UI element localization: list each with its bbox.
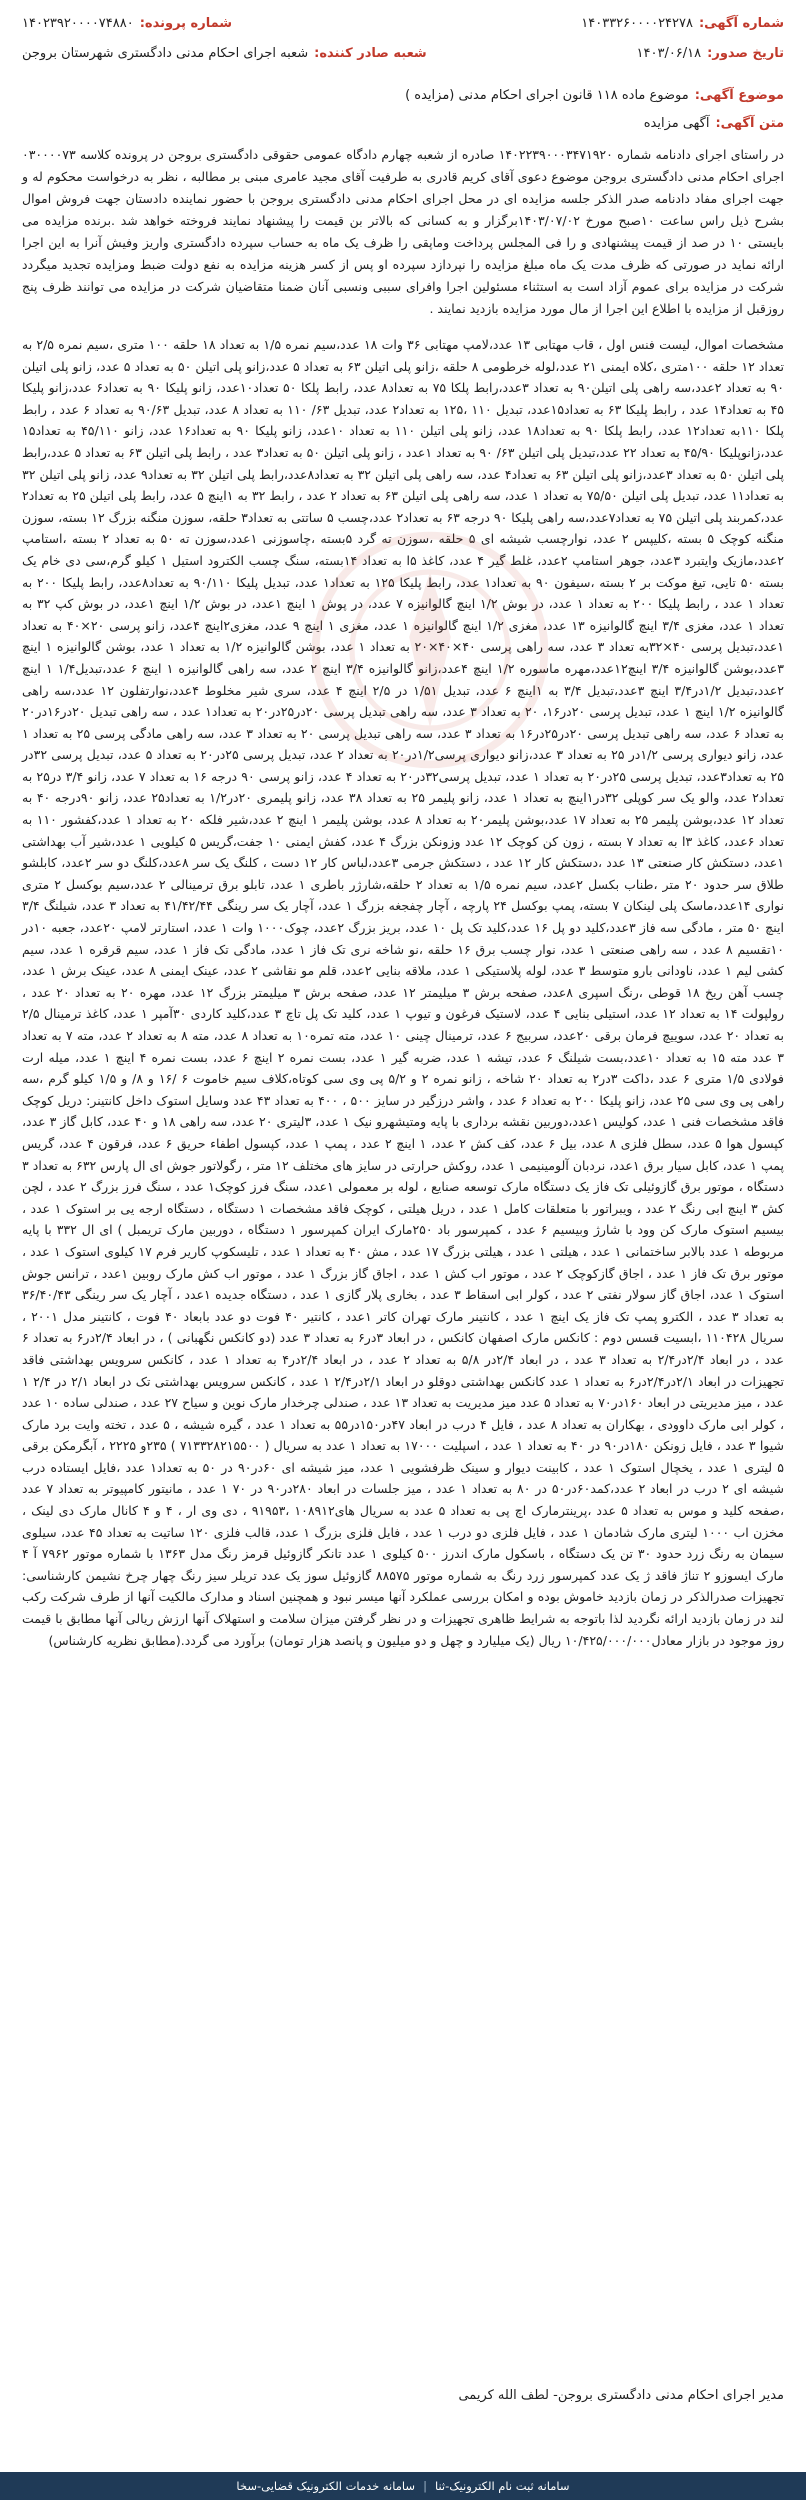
file-number-label: شماره پرونده: bbox=[139, 16, 233, 31]
ad-subject bbox=[22, 86, 784, 106]
body-title: آگهی مزایده bbox=[643, 116, 710, 131]
footer-bar bbox=[0, 2472, 806, 2500]
issuer-value: شعبه اجرای احکام مدنی دادگستری شهرستان بروجن bbox=[22, 46, 309, 61]
ad-number-value: ۱۴۰۳۳۲۶۰۰۰۰۲۴۲۷۸ bbox=[581, 16, 693, 31]
footer-link-sakha[interactable]: سامانه خدمات الکترونیک قضایی-سخا bbox=[236, 2479, 416, 2493]
issue-date bbox=[637, 44, 784, 64]
signature: مدیر اجرای احکام مدنی دادگستری بروجن- لطف الله کریمی bbox=[458, 2388, 784, 2403]
file-number-value: ۱۴۰۲۳۹۲۰۰۰۰۷۴۸۸۰ bbox=[22, 16, 134, 31]
body-paragraph-items: مشخصات اموال، لیست فنس اول ، قاب مهتابی ۱۳ عدد،لامپ مهتابی ۳۶ وات ۱۸ عدد،سیم نمره ۱/۵ به تعداد ۱۸ حلقه ۱۰۰ متری ،سیم نمره ۲/۵ به تعداد ۱۲ حلقه ۱۰۰متری ،کلاه ایمنی ۲۱ عدد،لوله خرطومی ۸ حلقه ،زانو پلی اتیلن ۶۳ به تعداد ۵ عدد،زانو پلی اتیلن ۵۰ به تعداد ۵ عدد، زانو پلی اتیلن ۹۰ به تعداد ۲عدد،سه راهی پلی اتیلن۹۰ به تعداد ۳عدد،رابط پلکا ۷۵ به تعداد۸ عدد، رابط پلکا ۵۰ تعداد۱۰عدد، زانو پلیکا ۹۰ به تعداد۶ عدد،زانو پلیکا ۴۵ به تعداد۱۴ عدد ، رابط پلیکا ۶۳ به تعداد۱۵عدد، تبدیل ۱۱۰ ،۱۲۵ به تعداد۲ عدد، تبدیل ۶۳/ ۱۱۰ به تعداد ۸ عدد، تبدیل ۹۰/۶۳ به تعداد ۶ عدد ، رابط پلکا ۱۱۰به تعداد۱۲ عدد، رابط پلکا ۹۰ به تعداد۱۸ عدد، زانو پلی اتیلن ۱۱۰ به تعداد ۱۰عدد، زانو پلیکا ۹۰ به تعداد۱۶ عدد، زانو ۴۵/۱۱۰ به تعداد۱۵ عدد،زانوپلیکا ۴۵/۹۰ به تعداد ۲۲ عدد،تبدیل پلی اتیلن ۶۳/ ۹۰ به تعداد ۱عدد ، زانو پلی اتیلن ۵۰ به تعداد۳ عدد ، رابط پلی اتیلن ۶۳ به تعداد ۵ عدد،رابط پلی اتیلن ۵۰ به تعداد ۳عدد،زانو پلی اتیلن ۶۳ به تعداد۴ عدد، سه راهی پلی اتیلن ۳۲ به تعداد۸عدد،رابط پلی اتیلن ۳۲ به تعداد۹ عدد، زانو پلی اتیلن ۳۲ به تعداد۱۱ عدد، تبدیل پلی اتیلن ۷۵/۵۰ به تعداد ۱ عدد، سه راهی پلی اتیلن ۶۳ به تعداد ۲ عدد ، رابط ۳۲ به ۱اینچ ۵ عدد، رابط پلی اتیلن ۲۵ به تعداد۲ عدد،کمربند پلی اتیلن ۷۵ به تعداد۷عدد،سه راهی پلیکا ۹۰ درجه ۶۳ به تعداد۲ عدد،چسب ۵ ساتتی به تعداد۳ حلقه، سوزن منگنه بزرگ ۱۲ بسته، سوزن منگنه کوچک ۵ بسته ،کلیپس ۲ عدد، نوارچسب شیشه ای ۵ حلقه ،سوزن ته گرد ۵بسته ،چاسوزنی ۱عدد،سوزن ته ۵۰ به تعداد ۲ بسته ،استامپ ۲عدد،مازیک وایتبرد ۳عدد، جوهر استامپ ۲عدد، غلط گیر ۴ عدد، کاغذ ۵ا به تعداد ۱۴بسته، سنگ چسب الکترود استیل ۱ کیلو گرم،سی دی خام یک بسته ۵۰ تایی، تیغ موکت بر ۲ بسته ،سیفون ۹۰ به تعداد۱ عدد، رابط پلیکا ۱۲۵ به تعداد۱ عدد، تبدیل پلیکا ۹۰/۱۱۰ به تعداد۸عدد، رابط پلیکا ۲۰۰ به تعداد ۱ عدد ، رابط پلیکا ۲۰۰ به تعداد ۱ عدد، در بوش ۱/۲ اینچ گالوانیزه ۷ عدد، در پوش ۱ اینچ ۱عدد، در بوش ۱/۲ اینچ ۱عدد، در بوش کپ ۳۲ به تعداد ۱ عدد، مغزی ۳/۴ اینچ گالوانیزه ۱۳ عدد، مغزی ۱/۲ اینچ گالوانیزه ۱ عدد، مغزی ۱ اینچ ۹ عدد، مغزی۲اینچ ۴عدد، زانو پرسی ۲۰×۴۰ به تعداد ۱عدد،تبدیل پرسی ۴۰×۳۲به تعداد ۳ عدد، سه راهی پرسی ۴۰×۴۰×۲۰ به تعداد ۱ عدد، بوشن گالوانیزه ۱/۲ به تعداد ۱ عدد، بوشن گالوانیزه ۱ اینچ ۳عدد،بوشن گالوانیزه ۳/۴ اینچ۱۲عدد،مهره ماسوره ۱/۲ اینچ ۴عدد،زانو گالوانیزه ۳/۴ اینچ ۲ عدد، سه راهی گالوانیزه ۱ اینچ ۶ عدد،تبدیل۱/۴ ۱ اینچ ۲عدد،تبدیل ۱/۲در۳/۴ اینچ ۳عدد،تبدیل ۳/۴ به ۱اینچ ۶ عدد، تبدیل ۱/۵۱ در ۲/۵ اینچ ۴ عدد، سری شیر مخلوط ۴عدد،نوارتفلون ۱۲ عدد،سه راهی گالوانیزه ۱/۲ اینچ ۱ عدد، تبدیل پرسی ۲۰در۱۶، ۲۰ به تعداد ۳ عدد، سه راهی تبدیل پرسی ۲۰در۲۵در۲۰ به تعداد۱ عدد ، سه راهی تبدیل ۲۰در۱۶در۲۰ به تعداد ۶ عدد، سه راهی تبدیل پرسی ۲۰در۲۵در۱۶ به تعداد ۳ عدد، سه راهی تبدیل پرسی ۲۰ به تعداد ۳ عدد، سه راهی مادگی پرسی ۲۵ به تعداد ۱ عدد، زانو دیواری پرسی ۱/۲در ۲۵ به تعداد ۳ عدد،زانو دیواری پرسی۱/۲در۲۰ به تعداد ۲ عدد، تبدیل پرسی ۲۵در۲۰ به تعداد ۵ عدد، تبدیل پرسی ۳۲در ۲۵ به تعداد۳عدد، تبدیل پرسی ۲۵در۲۰ به تعداد ۱ عدد، تبدیل پرسی۳۲در۲۰ به تعداد ۴ عدد، زانو پرسی ۹۰ درجه ۱۶ به تعداد ۷ عدد، زانو ۳/۴ در۲۵ به تعداد۲ عدد، والو یک سر کوپلی ۳۲در۱اینچ به تعداد ۱ عدد، زانو پلیمر ۲۵ به تعداد ۳۸ عدد، زانو پلیمری ۲۰در۱/۲ به تعداد۲۵ عدد، زانو ۹۰درجه ۴۰ به تعداد ۱۲ عدد،بوشن پلیمر ۲۵ به تعداد ۱۷ عدد،بوشن پلیمر۲۰ به تعداد ۸ عدد، بوشن پلیمر ۱ اینچ ۲ عدد،شیر فلکه ۲۰ به تعداد ۱ عدد،کفشور ۱۱۰ به تعداد ۶عدد، کاغذ ۳ا به تعداد ۷ بسته ، زون کن کوچک ۱۲ عدد وزونکن بزرگ ۴ عدد، کفش ایمنی ۱۰ جفت،گریس ۵ کیلویی ۱ عدد،شیر آب بهداشتی ۱عدد، دستکش کار صنعتی ۱۳ عدد ،دستکش کار ۱۲ عدد ، دستکش جرمی ۳عدد،لباس کار ۱۲ دست ، کلنگ یک سر ۸عدد،کلنگ دو سر ۲عدد، کابلشو طلاق سر حدود ۲۰ متر ،طناب بکسل ۲عدد، سیم نمره ۱/۵ به تعداد ۲ حلقه،شارژر باطری ۱ عدد، تابلو برق ترمینالی ۲ عدد،سیم بوکسل ۲ متری نواری ۱۴عدد،ماسک پلی لینکان ۷ بسته، پمپ بوکسل ۲۴ پارچه ، آچار چفجغه بزرگ ۱ عدد، آچار یک سر رینگی ۴۱/۴۲/۴۴ به تعداد ۳ عدد، شیلنگ ۳/۴ اینچ ۵۰ متر ، مادگی سه فاز ۳عدد،کلید دو پل ۱۶ عدد،کلید تک پل ۱۰ عدد، بریز بزرگ ۲عدد، چوک۱۰۰۰ وات ۱ عدد، استارتر لامپ ۲۰عدد، جعبه ۱۰در ۱۰تقسیم ۸ عدد ، سه راهی صنعتی ۱ عدد، نوار چسب برق ۱۶ حلقه ،نو شاخه نری تک فاز ۱ عدد، مادگی تک فاز ۱ عدد، سیم قرقره ۱ عدد، سیم کشی لیم ۱ عدد، ناودانی بارو متوسط ۳ عدد، لوله پلاستیکی ۱ عدد، ملاقه بنایی ۲عدد، قلم مو نقاشی ۲ عدد، عینک ایمنی ۸ عدد، عینک برش ۱ عدد، چسب آهن ریخ ۱۸ قوطی ،رنگ اسپری ۸عدد، صفحه برش ۳ میلیمتر ۱۲ عدد، صفحه برش ۳ میلیمتر بزرگ ۱۲ عدد، مهره ۲۰ به تعداد ۲۰ عدد ، رولپولت ۱۴ به تعداد ۱۲ عدد، استیلی بنایی ۴ عدد، لاستیک فرغون و تیوپ ۱ عدد، کلید تک پل تاچ ۳ عدد،کلید کاردی ۳۰آمپر ۱ عدد، کاغذ ترمینال ۲/۵ به تعداد ۲۰ عدد، سوییچ فرمان برقی ۲۰عدد، سربیج ۶ عدد، ترمینال چینی ۱۰ عدد، مته تمره۱۰ به تعداد ۸ عدد، مته ۸ به تعداد ۲ عدد، مته ۷ به تعداد ۳ عدد مته ۱۵ به تعداد ۱۰عدد،بست شیلنگ ۶ عدد، تیشه ۱ عدد، ضربه گیر ۱ عدد، بست نمره ۲ اینچ ۶ عدد، بست نمره ۴ اینچ ۱ عدد، میله ارت فولادی ۱/۵ متری ۶ عدد ،داکت ۳در۲ به تعداد ۲۰ شاخه ، زانو نمره ۲ و ۵/۲ پی وی سی کوتاه،کلاف سیم خاموت ۶ /۱۶ و ۸/ و ۱/۵ کیلو گرم ،سه راهی پی وی سی ۲۵ عدد، زانو پلیکا ۲۰۰ به تعداد ۶ عدد ، واشر درزگیر در سایز ۵۰۰ ، ۴۰۰ به تعداد ۴۳ عدد وسایل استوک داخل کانتینر: دریل کوچک فاقد مشخصات فنی ۱ عدد، کولیس ۱عدد،دوربین نقشه برداری با پایه ومتیشهرو نیک ۱ عدد، ۳لیتری ۲۰ عدد، سه راهی ۱۸ و ۴۰ عدد، کابل گاز ۳ عدد، کپسول هوا ۵ عدد، سطل فلزی ۸ عدد، بیل ۶ عدد، کف کش ۲ عدد، ۱ اینچ ۲ عدد ، پمپ ۱ عدد، کپسول اطفاء حریق ۶ عدد، فرقون ۴ عدد، گریس پمپ ۱ عدد، کابل سیار برق ۱عدد، نردبان آلومینیمی ۱ عدد، روکش حرارتی در سایز های مختلف ۱۲ متر ، رگولاتور جوش ای ال پارس ۶۳۲ به تعداد ۳ دستگاه ، موتور برق گازوئیلی تک فاز یک دستگاه مارک توسعه صنایع ، لوله بر معمولی ۱عدد، سنگ فرز کوچک۱ عدد ، سنگ فرز بزرگ ۲ عدد ، لچن کش ۳ اینچ ابی رنگ ۲ عدد ، ویبراتور با متعلقات کامل ۱ عدد ، دریل هیلتی ، کوچک فاقد مشخصات ۱ دستگاه ، دستگاه ارجه یی بر استوک ۱ عدد ، بیسیم استوک مارک کن وود با شارژ وبیسیم ۶ عدد ، کمپرسور باد ۲۵۰مارک ایران کمپرسور ۱ دستگاه ، دوربین مارک تریمبل ) ای ال ۳۳۲ با پایه مربوطه ۱ عدد بالابر ساختمانی ۱ عدد ، هیلتی ۱ عدد ، هیلتی بزرگ ۱۷ عدد ، مش ۴۰ به تعداد ۱ عدد ، تلیسکوپ کاریر فرم ۱۷ کیلوی استوک ۱ عدد ، موتور برق تک فاز ۱ عدد ، اجاق گازکوچک ۲ عدد ، موتور اب کش ۱ عدد ، اجاق گاز بزرگ ۱ عدد ، موتور اب کش مارک روبین ۱عدد ، ترانس جوش استوک ۱ عدد، اجاق گاز سولار نفتی ۲ عدد ، کولر ابی اسقاط ۳ عدد ، بخاری پلار گازی ۱ عدد ، دستگاه جدیده ۱عدد ، آچار یک سر رینگی ۳۶/۴۰/۴۳ به تعداد ۳ عدد ، الکترو پمپ تک فاز یک اینچ ۱ عدد ، کانتینر مارک تهران کاتر ۱عدد ، کانتیر ۴۰ فوت دو عدد بابعاد ۴۰ فوت ، کانتینر مدل ۲۰۰۱ ، سریال ۱۱۰۴۲۸ ،ابسیت قسس دوم : کانکس مارک اصفهان کانکس ، در ابعاد ۳در۶ به تعداد ۳ عدد (دو کانکس نگهبانی ) ، در ابعاد ۲/۴در۶ به تعداد ۶ عدد ، در ابعاد ۲/۴در۲/۴ به تعداد ۳ عدد ، در ابعاد ۲/۴در ۵/۸ به تعداد ۲ عدد ، در ابعاد ۲/۴در۴ به تعداد ۱ عدد ، کانکس سرویس بهداشتی فاقد تجهیزات در ابعاد ۲/۱در۲/۴در۶ به تعداد ۱ عدد کانکس بهداشتی دوقلو در ابعاد ۲/۱در۲/۴ ۱ عدد ، کانکس سرویس بهداشتی تک در ابعاد ۲/۱ در ۲/۴ ۱ عدد ، میز مدیریتی در ابعاد ۱۶۰در۷۰ به تعداد ۵ عدد میز مدیریت به تعداد ۱۳ عدد ، صندلی چرخدار مارک نوین و سیاح ۲۷ عدد ، صندلی ساده ۱۰ عدد ، کولر ابی مارک داوودی ، بهکاران به تعداد ۸ عدد ، فایل ۴ درب در ابعاد ۴۷در۱۵۰در۵۵ به تعداد ۱ عدد ، گیره شیشه ، ۵ عدد ، تخته وایت برد مارک شیوا ۳ عدد ، فایل زونکن ۱۸۰در۹۰ در ۴۰ به تعداد ۱ عدد ، اسپلیت ۱۷۰۰۰ به تعداد ۱ عدد به سریال ( ۷۱۳۳۲۸۲۱۵۵۰۰ ) ۲۳۵و ۲۲۲۵ ، آبگرمکن برقی ۵ لیتری ۱ عدد ، یخچال استوک ۱ عدد ، کابینت دیوار و سینک ظرفشویی ۱ عدد، میز شیشه ای ۶۰در۹۰ در ۵۰ به تعداد۱ عدد ،فایل ایستاده درب شیشه ای ۲ درب در ابعاد ۲ عدد،کمد۶۰در۵۰ در ۸۰ به تعداد ۱ عدد ، میز جلسات در ابعاد ۲۸۰در۹۰ در ۷۰ ۱ عدد ، مانیتور کامپیوتر به تعداد ۷ عدد ،صفحه کلید و موس به تعداد ۵ عدد ،پرینترمارک اچ پی به تعداد ۵ عدد به سریال های۱۰۸۹۱۲ ،۹۱۹۵۳ ، دی وی ار ، ۴ و ۴ کانال مارک دی لینک ، مخزن اب ۱۰۰۰ لیتری مارک شادمان ۱ عدد ، فایل فلزی دو درب ۱ عدد ، فایل فلزی بزرگ ۱ عدد، قالب فلزی ۱۲۰ ساتیت به تعداد ۴۵ عدد، سیلوی سیمان به رنگ زرد حدود ۳۰ تن یک دستگاه ، باسکول مارک اندرز ۵۰۰ کیلوی ۱ عدد تانکر گازوئیل قرمز رنگ مدل ۱۳۶۳ با شماره موتور ۷۹۶۲ آ ۴ مارک ایسوزو ۲ تناژ فاقد ژ یک عدد کمپرسور زرد رنگ به شماره موتور ۸۸۵۷۵ گازوئیل سوز یک عدد تریلر سیز رنگ چهار چرخ نشیمن کارشناسی: تجهیزات صدرالذکر در زمان بازدید خاموش بوده و امکان بررسی عملکرد آنها میسر نبود و همچنین اسناد و مدارک مالکیت آنها از طرف شرکت رکب لند در زمان بازدید ارائه نگردید لذا باتوجه به شرایط ظاهری تجهیزات و در نظر گرفتن میزان سلامت و استهلاک آنها ارزش ریالی آنها مطابق با قیمت روز موجود در بازار معادل۱۰/۴۲۵/۰۰۰/۰۰۰ ریال (یک میلیارد و چهل و دو میلیون و پانصد هزار تومان) برآورد می گردد.(مطابق نظریه کارشناس) bbox=[22, 337, 785, 1648]
issuer bbox=[22, 44, 427, 64]
subject-label: موضوع آگهی: bbox=[694, 88, 784, 103]
subject-value: موضوع ماده ۱۱۸ قانون اجرای احکام مدنی (مزایده ) bbox=[405, 88, 689, 103]
issue-date-label: تاریخ صدور: bbox=[707, 46, 784, 61]
issue-date-value: ۱۴۰۳/۰۶/۱۸ bbox=[636, 46, 702, 61]
ad-number bbox=[581, 14, 784, 34]
body-paragraph-intro: در راستای اجرای دادنامه شماره ۱۴۰۲۲۳۹۰۰۰۳۴۷۱۹۲۰ صادره از شعبه چهارم دادگاه عمومی حقوقی دادگستری بروجن در پرونده کلاسه ۰۳۰۰۰۰۷۳ اجرای احکام مدنی دادگستری بروجن موضوع دعوی آقای کریم قادری به طرفیت آقای مجید عامری مبنی بر مطالبه ، نظر به درخواست محکوم له و جهت اجرای مفاد دادنامه صدر الذکر جلسه مزایده ای در محل اجرای احکام مدنی دادگستری بروجن با حضور نماینده دادستان جهت فروش اموال بشرح ذیل راس ساعت ۱۰صبح مورخ ۱۴۰۳/۰۷/۰۲برگزار و به کسانی که بالاتر بن قیمت را پیشنهاد نمایند فروخته خواهد شد .برنده مزایده می بایستی ۱۰ در صد از قیمت پیشنهادی و را فی المجلس پرداخت وماپقی را ظرف یک ماه به حساب سپرده دادگستری واریز وفیش آنرا به این اجرا ارائه نماید در صورتی که ظرف مدت یک ماه مبلغ مزایده را نپردازد سپرده او پس از کسر هزینه مزایده به نفع دولت ضبط ومزایده تجدید میگردد شرکت در مزایده برای عموم آزاد است به استثناء مسئولین اجرا وافرای سببی ونسبی آنان ضمنا متقاضیان شرکت در مزایده می توانند ظرف پنج روزقبل از مزایده با اطلاع این اجرا از مال مورد مزایده بازدید نمایند . bbox=[22, 147, 784, 316]
file-number bbox=[22, 14, 232, 34]
footer-link-sana[interactable]: سامانه ثبت نام الکترونیک-ثنا bbox=[434, 2479, 570, 2493]
issuer-label: شعبه صادر کننده: bbox=[314, 46, 427, 61]
body-label: متن آگهی: bbox=[715, 116, 784, 131]
header-row-1 bbox=[22, 14, 784, 34]
ad-body-heading bbox=[22, 114, 784, 134]
footer-separator: | bbox=[423, 2479, 427, 2493]
header-row-2 bbox=[22, 44, 784, 64]
ad-number-label: شماره آگهی: bbox=[698, 16, 784, 31]
